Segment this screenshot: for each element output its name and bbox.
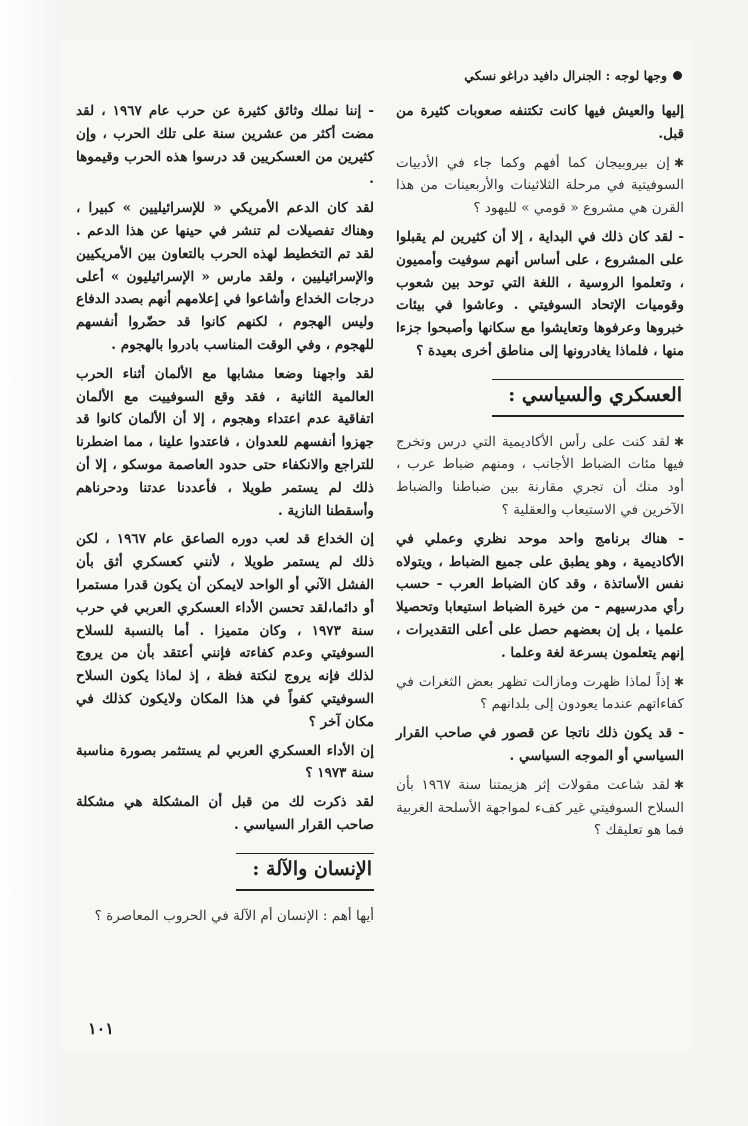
question-paragraph	[396, 431, 684, 522]
left-column	[76, 100, 374, 933]
answer-paragraph: إن الخداع قد لعب دوره الصاعق عام ١٩٦٧ ، لكن ذلك لم يستمر طويلا ، لأنني كعسكري أثق بأن الفشل الآني أو الواحد لايمكن أن يكون قدرا مستمرا أو دائما،لقد تحسن الأداء العسكري العربي في حرب سنة ١٩٧٣ ، وكان متميزا . أما بالنسبة للسلاح السوفيتي وعدم كفاءته فإنني أعتقد بأن من يروج لذلك فإنه يروج لنكتة فظة ، إذ لماذا يكون السلاح السوفيتي كفواً في هذا المكان ولايكون كذلك في مكان آخر ؟	[76, 531, 375, 730]
document-page	[60, 40, 692, 1050]
question-paragraph	[396, 152, 684, 220]
asterisk-icon: ✱	[673, 155, 684, 170]
question-paragraph	[396, 774, 684, 842]
answer-paragraph: - لقد كان ذلك في البداية ، إلا أن كثيرين لم يقبلوا على المشروع ، على أساس أنهم سوفيت وأمميون ، وتعلموا الروسية ، اللغة التي توحد بين شعوب وقوميات الإتحاد السوفيتي . وعاشوا في بيئات خبروها وعرفوها وتعايشوا مع سكانها وأصبحوا جزءا منها ، فلماذا يغادرونها إلى مناطق أخرى بعيدة ؟	[396, 228, 685, 359]
question-paragraph: إن الأداء العسكري العربي لم يستثمر بصورة مناسبة سنة ١٩٧٣ ؟	[76, 742, 374, 782]
question-text: إذاً لماذا ظهرت ومازالت تظهر بعض الثغرات في كفاءاتهم عندما يعودون إلى بلدانهم ؟	[396, 673, 684, 713]
section-heading-military-political: العسكري والسياسي :	[492, 379, 684, 417]
answer-text: هناك برنامج واحد موحد نظري وعملي في الأكاديمية ، وهو يطبق على جميع الضباط ، ويتولاه نفس الأساتذة ، وقد كان الضباط العرب - حسب رأي مدرسيهم - من خيرة الضباط استيعابا وتحصيلا علميا ، بل إن بعضهم حصل على أعلى التقديرات ، إنهم يتعلمون بسرعة لغة وعلما .	[396, 530, 684, 661]
answer-paragraph: - إننا نملك وثائق كثيرة عن حرب عام ١٩٦٧ ، لقد مضت أكثر من عشرين سنة على تلك الحرب ، وإن كثيرين من العسكريين قد درسوا هذه الحرب وقيموها .	[76, 103, 374, 188]
question-text: لقد شاعت مقولات إثر هزيمتنا سنة ١٩٦٧ بأن السلاح السوفيتي غير كفء لمواجهة الأسلحة الغربية فما هو تعليقك ؟	[396, 776, 684, 839]
answer-text: قد يكون ذلك ناتجا عن قصور في صاحب القرار السياسي أو الموجه السياسي .	[396, 725, 684, 764]
section-heading-man-machine: الإنسان والآلة :	[236, 853, 374, 891]
running-header	[464, 68, 682, 83]
answer-paragraph: إليها والعيش فيها كانت تكتنفه صعوبات كثيرة من قبل.	[396, 103, 684, 142]
right-column	[396, 100, 684, 848]
asterisk-icon: ✱	[673, 674, 684, 689]
header-title: وجها لوجه : الجنرال دافيد دراغو نسكي	[464, 68, 667, 83]
page-edge-shadow	[0, 0, 60, 1126]
asterisk-icon: ✱	[673, 777, 684, 792]
answer-paragraph: لقد ذكرت لك من قبل أن المشكلة هي مشكلة صاحب القرار السياسي .	[76, 794, 374, 833]
question-text: إن بيروبيجان كما أفهم وكما جاء في الأدبيات السوفيتية في مرحلة الثلاثينات والأربعينات من هذا القرن هي مشروع « قومي » لليهود ؟	[396, 154, 684, 217]
bullet-icon	[673, 71, 682, 80]
question-paragraph: أيها أهم : الإنسان أم الآلة في الحروب المعاصرة ؟	[94, 907, 374, 924]
question-text: لقد كنت على رأس الأكاديمية التي درس وتخرج فيها مئات الضباط الأجانب ، ومنهم ضباط عرب ، أود منك أن تجري مقارنة بين ضباطنا والضباط الآخرين في الاستيعاب والعقلية ؟	[396, 433, 684, 518]
answer-paragraph: - هناك برنامج واحد موحد نظري وعملي في الأكاديمية ، وهو يطبق على جميع الضباط ، ويتولاه نفس الأساتذة ، وقد كان الضباط العرب - حسب رأي مدرسيهم - من خيرة الضباط استيعابا وتحصيلا علميا ، بل إن بعضهم حصل على أعلى التقديرات ، إنهم يتعلمون بسرعة لغة وعلما .	[396, 530, 685, 661]
asterisk-icon: ✱	[673, 434, 684, 449]
answer-paragraph: لقد واجهنا وضعا مشابها مع الألمان أثناء الحرب العالمية الثانية ، فقد وقع السوفييت مع الألمان اتفاقية عدم اعتداء وهجوم ، إلا أن الألمان كانوا قد جهزوا أنفسهم للعدوان ، فاعتدوا علينا ، مما اضطرنا للتراجع والانكفاء حتى حدود العاصمة موسكو ، إلا أن ذلك لم يستمر طويلا ، فأعددنا عدتنا ودحرناهم وأسقطنا النازية .	[76, 365, 374, 519]
answer-paragraph: لقد كان الدعم الأمريكي « للإسرائيليين » كبيرا ، وهناك تفصيلات لم تنشر في حينها عن هذا الدعم . لقد تم التخطيط لهذه الحرب بالتعاون بين الأمريكيين والإسرائيليين ، ولقد مارس « الإسرائيليون » أعلى درجات الخداع وأشاعوا في إعلامهم أنهم بصدد الدفاع وليس الهجوم ، لكنهم كانوا قد حضّروا أنفسهم للهجوم ، وفي الوقت المناسب بادروا بالهجوم .	[76, 200, 374, 353]
question-paragraph	[396, 671, 684, 717]
answer-text: إننا نملك وثائق كثيرة عن حرب عام ١٩٦٧ ، لقد مضت أكثر من عشرين سنة على تلك الحرب ، وإن كثيرين من العسكريين قد درسوا هذه الحرب وقيموها .	[76, 103, 374, 188]
answer-text: لقد كان ذلك في البداية ، إلا أن كثيرين لم يقبلوا على المشروع ، على أساس أنهم سوفيت وأمميون ، وتعلموا الروسية ، اللغة التي توحد بين شعوب وقوميات الإتحاد السوفيتي . وعاشوا في بيئات خبروها وعرفوها وتعايشوا مع سكانها وأصبحوا جزءا منها ، فلماذا يغادرونها إلى مناطق أخرى بعيدة ؟	[396, 228, 684, 359]
page-number: ١٠١	[88, 1019, 114, 1038]
answer-paragraph: - قد يكون ذلك ناتجا عن قصور في صاحب القرار السياسي أو الموجه السياسي .	[396, 725, 684, 764]
